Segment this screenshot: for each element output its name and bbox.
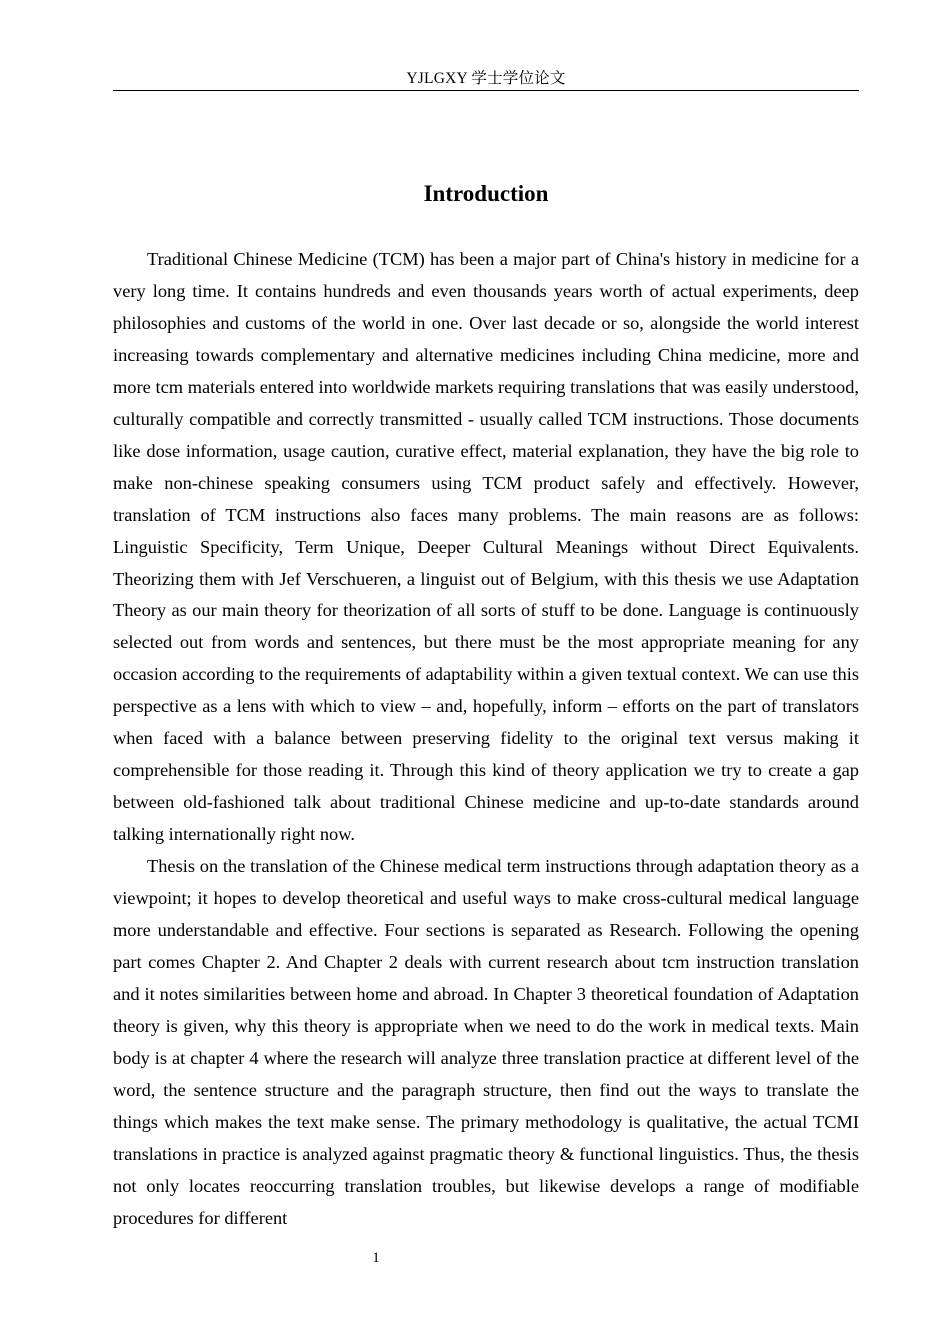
paragraph-2: Thesis on the translation of the Chinese medical term instructions through adaptation theory as a viewpoint; it hopes to develop theoretical and useful ways to make cross-cultural medical language more understandable and effective. Four sections is separated as Research. Following the opening part comes Chapter 2. And Chapter 2 deals with current research about tcm instruction translation and it notes similarities between home and abroad. In Chapter 3 theoretical foundation of Adaptation theory is given, why this theory is appropriate when we need to do the work in medical texts. Main body is at chapter 4 where the research will analyze three translation practice at different level of the word, the sentence structure and the paragraph structure, then find out the ways to translate the things which makes the text make sense. The primary methodology is qualitative, the actual TCMI translations in practice is analyzed against pragmatic theory & functional linguistics. Thus, the thesis not only locates reoccurring translation troubles, but likewise develops a range of modifiable procedures for different: [113, 856, 859, 1228]
header-text: YJLGXY 学士学位论文: [406, 70, 566, 87]
section-title: Introduction: [423, 181, 549, 206]
page-header: [113, 68, 859, 91]
paragraph-1: Traditional Chinese Medicine (TCM) has been a major part of China's history in medicine for a very long time. It contains hundreds and even thousands years worth of actual experiments, deep philosophies and customs of the world in one. Over last decade or so, alongside the world interest increasing towards complementary and alternative medicines including China medicine, more and more tcm materials entered into worldwide markets requiring translations that was easily understood, culturally compatible and correctly transmitted - usually called TCM instructions. Those documents like dose information, usage caution, curative effect, material explanation, they have the big role to make non-chinese speaking consumers using TCM product safely and effectively. However, translation of TCM instructions also faces many problems. The main reasons are as follows: Linguistic Specificity, Term Unique, Deeper Cultural Meanings without Direct Equivalents. Theorizing them with Jef Verschueren, a linguist out of Belgium, with this thesis we use Adaptation Theory as our main theory for theorization of all sorts of stuff to be done. Language is continuously selected out from words and sentences, but there must be the most appropriate meaning for any occasion according to the requirements of adaptability within a given textual context. We can use this perspective as a lens with which to view – and, hopefully, inform – efforts on the part of translators when faced with a balance between preserving fidelity to the original text versus making it comprehensible for those reading it. Through this kind of theory application we try to create a gap between old-fashioned talk about traditional Chinese medicine and up-to-date standards around talking internationally right now.: [113, 249, 859, 845]
page-number: 1: [372, 1250, 380, 1266]
body-text: [113, 244, 859, 1234]
